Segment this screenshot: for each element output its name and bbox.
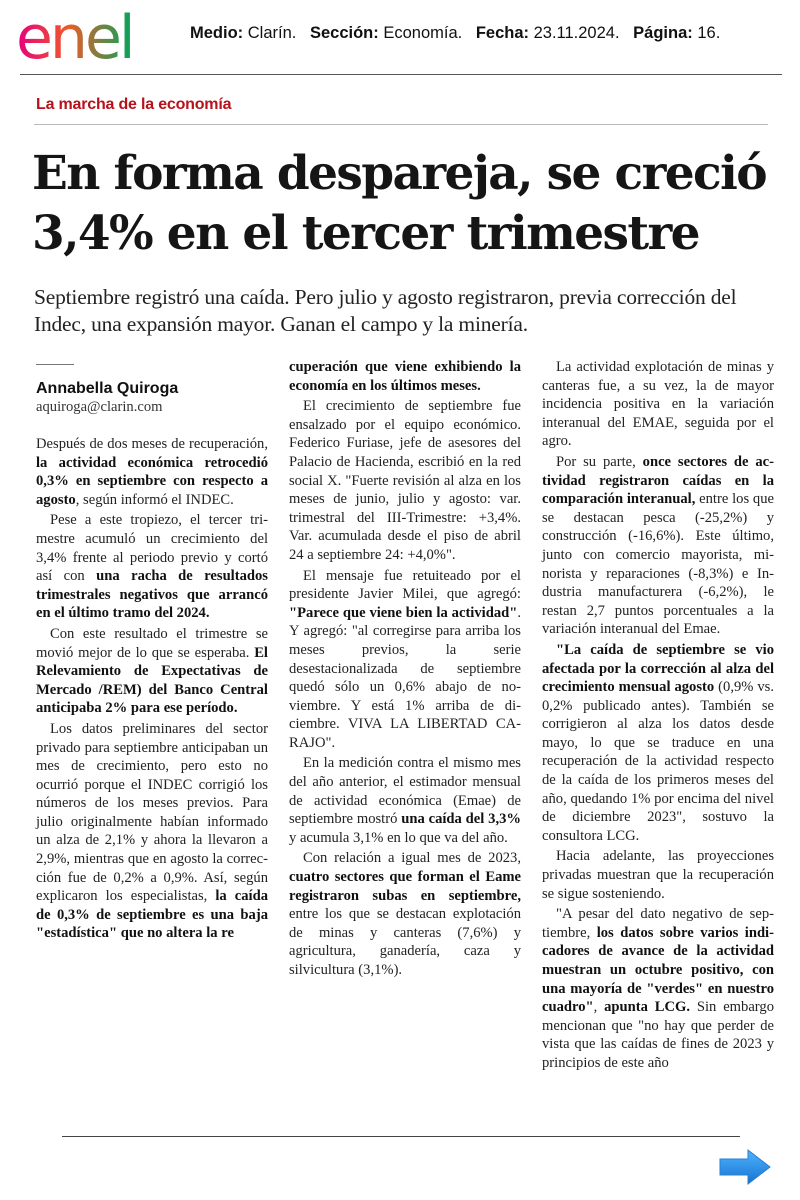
- headline: En forma despareja, se creció 3,4% en el tercer trimestre: [32, 146, 767, 261]
- deck: Septiembre registró una caída. Pero julio y agosto registraron, previa corrección del Indec, una expansión mayor. Ganan el campo y la minería.: [34, 285, 737, 336]
- fecha-value: 23.11.2024.: [533, 24, 620, 42]
- medio-label: Medio:: [190, 24, 244, 42]
- seccion-value: Economía.: [383, 24, 463, 42]
- paragraph: Después de dos meses de recuperación, la actividad económica retrocedió 0,3% en septiembre con respecto a agosto, según informó el INDEC.: [36, 436, 268, 508]
- next-page-arrow-icon[interactable]: [718, 1148, 772, 1186]
- paragraph: La actividad explotación de minas y canteras fue, a su vez, la de mayor incidencia positiva en la variación interanual del EMAE, seguida por el agro.: [542, 359, 774, 450]
- section-divider: [34, 124, 768, 125]
- newspaper-clipping: [22, 84, 778, 1094]
- paragraph: El crecimiento de septiembre fue ensalzado por el equipo económico. Federico Furiase, jefe de asesores del Palacio de Hacienda, escribió en la red social X. "Fuerte revisión al alza en los meses de junio, julio y agosto: var. trimestral del III-Trimestre: +3,4%. Var. acumulada desde el piso de abril 24 a septiembre 24: +4,0%".: [289, 398, 521, 563]
- section-title: La marcha de la economía: [36, 96, 232, 113]
- fecha-label: Fecha:: [475, 24, 529, 42]
- paragraph: cuperación que viene exhibiendo la economía en los últimos meses.: [289, 359, 521, 394]
- paragraph: El mensaje fue retuiteado por el presidente Javier Milei, que agregó: "Parece que viene bien la actividad". Y agregó: "al corregirse para arriba los meses previos, la serie desestacionalizada de septiembre quedó sólo un 0,6% abajo de noviembre. Y está 1% arriba de diciembre. VIVA LA LIBERTAD CARAJO".: [289, 567, 521, 751]
- paragraph: Pese a este tropiezo, el tercer trimestre acumuló un crecimiento del 3,4% frente al periodo previo y cortó así con una racha de resultados trimestrales negativos que arrancó en el último tramo del 2024.: [36, 512, 268, 622]
- article-body: [36, 354, 776, 1094]
- author-email: aquiroga@clarin.com: [36, 399, 163, 415]
- paragraph: Con este resultado el trimestre se movió mejor de lo que se esperaba. El Relevamiento de Expectativas de Mercado /REM) del Banco Central anticipaba 2% para ese período.: [36, 625, 268, 717]
- medio-value: Clarín.: [247, 24, 297, 42]
- paragraph: Por su parte, once sectores de actividad registraron caídas en la comparación interanual, entre los que se destacan pesca (-25,2%) y construcción (-16,6%). Este último, junto con comercio mayorista, minorista y reparaciones (-8,3%) e Industria manufacturera (-6,2%), le restan 2,7 puntos porcentuales a la variación interanual del Emae.: [542, 453, 775, 638]
- header-divider: [20, 74, 782, 75]
- svg-text:enel: enel: [16, 8, 133, 68]
- seccion-label: Sección:: [309, 24, 379, 42]
- enel-logo: [16, 8, 172, 68]
- paragraph: Con relación a igual mes de 2023, cuatro sectores que forman el Eame registraron subas en septiembre, entre los que se destacan explotación de minas y canteras (7,6%) y agricultura, ganadería, caza y silvicultura (3,1%).: [289, 850, 521, 978]
- paragraph: En la medición contra el mismo mes del año anterior, el estimador mensual de actividad económica (Emae) de septiembre mostró una caída del 3,3% y acumula 3,1% en lo que va del año.: [289, 755, 521, 846]
- author-name: Annabella Quiroga: [36, 380, 179, 397]
- paragraph: "La caída de septiembre se vio afectada por la corrección al alza del crecimiento mensual agosto (0,9% vs. 0,2% publicado antes). También se corrigieron al alza los datos desde mayo, lo que se traduce en una recuperación de la actividad respecto de la caída de los primeros meses del año, quedando 1% por encima del nivel de diciembre 2023", sostuvo la consultora LCG.: [542, 641, 774, 844]
- column-1: [36, 354, 268, 943]
- column-3: [542, 358, 774, 1073]
- byline-divider: [36, 364, 74, 365]
- column-2: [289, 358, 521, 980]
- document-header: [0, 0, 800, 76]
- pagina-value: 16.: [697, 24, 721, 42]
- paragraph: "A pesar del dato negativo de septiembre, los datos sobre varios indicadores de avance de la actividad muestran un octubre positivo, con una mayoría de "verdes" en nuestro cuadro", apunta LCG. Sin embargo mencionan que "no hay que perder de vista que las caídas de fines de 2023 y principios de este año: [542, 906, 774, 1071]
- paragraph: Hacia adelante, las proyecciones privadas muestran que la recuperación se sigue sosteniendo.: [542, 848, 774, 902]
- document-metadata: [190, 24, 720, 43]
- paragraph: Los datos preliminares del sector privado para septiembre anticipaban un mes de crecimiento, pero esto no ocurrió porque el INDEC corrigió los números de los meses previos. Para julio originalmente habían informado un alza de 2,1% y ahora la llevaron a 2,9%, mientras que en agosto la corrección fue de 0,2% a 0,9%. Así, según explicaron los especialistas, la caída de 0,3% de septiembre es una baja "estadística" que no altera la re: [36, 720, 268, 942]
- footer-divider: [62, 1136, 740, 1137]
- pagina-label: Página:: [633, 24, 693, 42]
